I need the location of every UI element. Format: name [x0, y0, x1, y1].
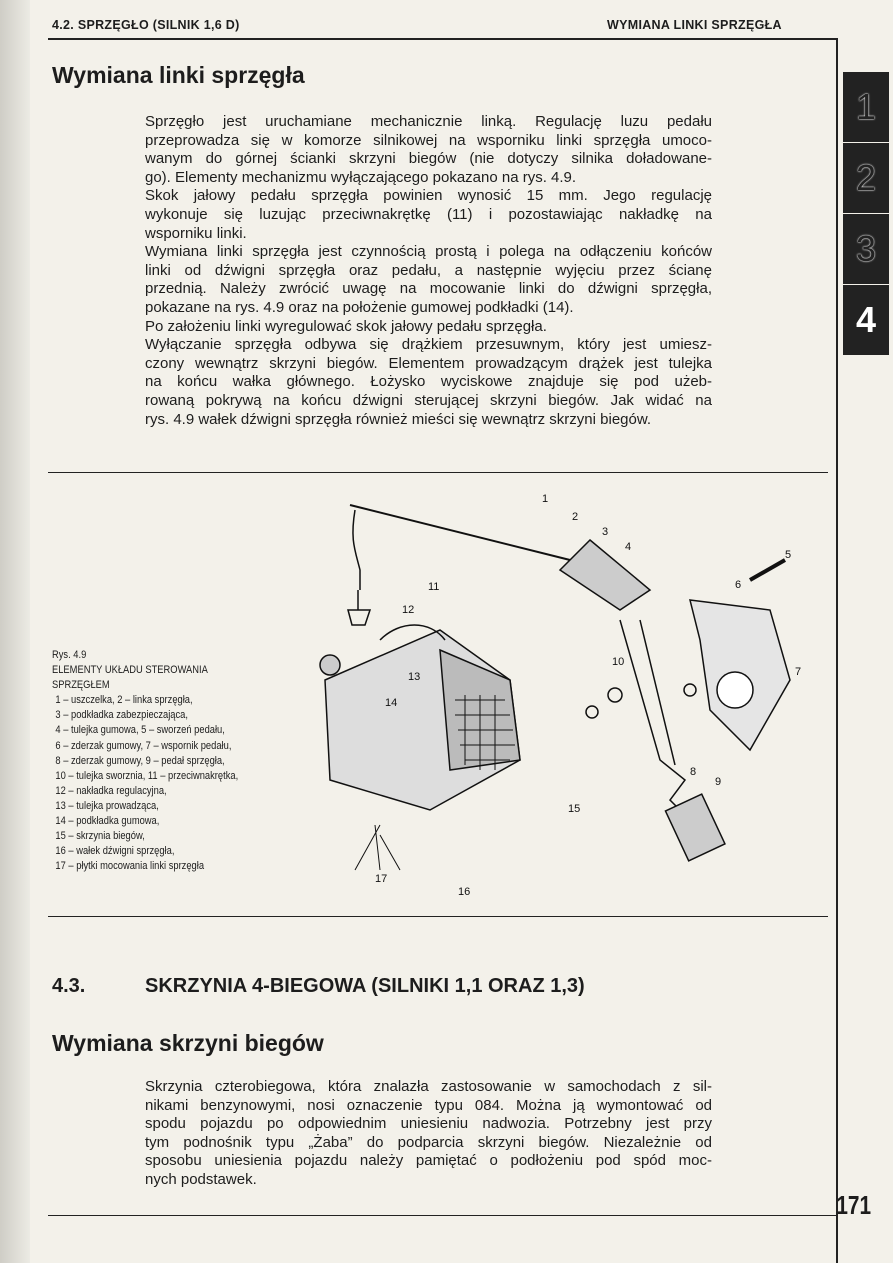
- legend-item: 12 – nakładka regulacyjna,: [55, 784, 167, 797]
- chapter-tab-4-active[interactable]: 4: [843, 285, 889, 355]
- running-header-left: 4.2. SPRZĘGŁO (SILNIK 1,6 D): [52, 18, 240, 32]
- callout-12: 12: [402, 604, 415, 616]
- subsection-body-text: [145, 1078, 712, 1190]
- text-line: wsporniku linki.: [145, 224, 247, 242]
- legend-item: 1 – uszczelka, 2 – linka sprzęgła,: [55, 694, 193, 707]
- legend-item: 10 – tulejka sworznia, 11 – przeciwnakrętka,: [55, 769, 239, 782]
- callout-9: 9: [715, 776, 722, 788]
- callout-8: 8: [690, 766, 697, 778]
- text-line: spodu pojazdu po odpowiednim uniesieniu nadwozia. Potrzebny jest przy: [145, 1115, 712, 1133]
- page-number: 171: [836, 1190, 872, 1220]
- text-line: nikami benzynowymi, nosi oznaczenie typu 084. Można ją wymontować od: [145, 1096, 712, 1114]
- text-line: wanym do górnej ścianki skrzyni biegów (nie dotyczy silnika doładowane-: [145, 150, 712, 168]
- chapter-tab-2[interactable]: 2: [843, 143, 889, 213]
- margin-rule: [836, 38, 838, 1263]
- figure-legend: [52, 693, 238, 874]
- text-line: rowaną pokrywą na końcu dźwigni sterującej skrzyni biegów. Jak widać na: [145, 391, 712, 409]
- callout-7: 7: [795, 666, 802, 678]
- clutch-cable: [353, 510, 360, 590]
- chapter-tabs: [843, 72, 889, 356]
- section-number: 4.3.: [52, 975, 86, 997]
- chapter-tab-1[interactable]: 1: [843, 72, 889, 142]
- callout-13: 13: [408, 671, 421, 683]
- running-header-right: WYMIANA LINKI SPRZĘGŁA: [607, 18, 782, 32]
- legend-item: 15 – skrzynia biegów,: [55, 830, 145, 843]
- figure-caption-title: ELEMENTY UKŁADU STEROWANIA: [52, 664, 208, 677]
- text-line: go). Elementy mechanizmu wyłączającego pokazano na rys. 4.9.: [145, 168, 577, 186]
- callout-15: 15: [568, 803, 581, 815]
- text-line: linki od dźwigni sprzęgła oraz pedału, a następnie wyjęciu przez ścianę: [145, 261, 712, 279]
- callout-5: 5: [785, 549, 792, 561]
- callout-6: 6: [735, 579, 742, 591]
- legend-item: 6 – zderzak gumowy, 7 – wspornik pedału,: [55, 739, 232, 752]
- text-line: nych podstawek.: [145, 1170, 257, 1188]
- callout-2: 2: [572, 511, 579, 523]
- text-line: pokazane na rys. 4.9 oraz na położenie gumowej podkładki (14).: [145, 298, 574, 316]
- text-line: Wyłączanie sprzęgła odbywa się drążkiem przesuwnym, który jest umiesz-: [145, 336, 712, 354]
- callout-11: 11: [428, 581, 440, 593]
- callout-1: 1: [542, 493, 549, 505]
- callout-4: 4: [625, 541, 632, 553]
- text-line: przednią. Należy zwrócić uwagę na mocowanie linki do dźwigni sprzęgła,: [145, 280, 712, 298]
- legend-item: 3 – podkładka zabezpieczająca,: [55, 709, 188, 722]
- header-rule: [48, 38, 838, 40]
- subsection-title: Wymiana skrzyni biegów: [52, 1030, 324, 1056]
- clutch-diagram: [230, 480, 820, 900]
- figure-caption: [52, 648, 238, 874]
- callout-16: 16: [458, 886, 471, 898]
- text-line: tym podnośnik typu „Żaba” do podparcia skrzyni biegów. Niezależnie od: [145, 1133, 712, 1151]
- legend-item: 13 – tulejka prowadząca,: [55, 799, 159, 812]
- footer-rule: [48, 1215, 838, 1216]
- text-line: przeprowadza się w komorze silnikowej na wsporniku linki sprzęgła umoco-: [145, 131, 712, 149]
- page-binding-shadow: [0, 0, 30, 1263]
- text-line: wykonuje się luzując przeciwnakrętkę (11) i pozostawiając nakładkę na: [145, 205, 712, 223]
- legend-item: 8 – zderzak gumowy, 9 – pedał sprzęgła,: [55, 754, 225, 767]
- callout-10: 10: [612, 656, 625, 668]
- figure-caption-title-2: SPRZĘGŁEM: [52, 679, 110, 692]
- chapter-tab-3[interactable]: 3: [843, 214, 889, 284]
- section-heading: SKRZYNIA 4-BIEGOWA (SILNIKI 1,1 ORAZ 1,3): [145, 975, 585, 997]
- figure-number: Rys. 4.9: [52, 649, 87, 661]
- text-line: czony wewnątrz skrzyni biegów. Elementem prowadzącym drążek jest tulejka: [145, 354, 712, 372]
- text-line: rys. 4.9 wałek dźwigni sprzęgła również mieści się wewnątrz skrzyni biegów.: [145, 410, 652, 428]
- text-line: Sprzęgło jest uruchamiane mechanicznie linką. Regulację luzu pedału: [145, 113, 712, 130]
- legend-item: 14 – podkładka gumowa,: [55, 815, 160, 828]
- text-line: na końcu wałka głównego. Łożysko wyciskowe znajduje się pod użeb-: [145, 373, 712, 391]
- legend-item: 4 – tulejka gumowa, 5 – sworzeń pedału,: [55, 724, 225, 737]
- callout-17: 17: [375, 873, 388, 885]
- legend-item: 16 – wałek dźwigni sprzęgła,: [55, 845, 175, 858]
- legend-item: 17 – płytki mocowania linki sprzęgła: [55, 860, 205, 873]
- section-title: Wymiana linki sprzęgła: [52, 62, 305, 88]
- text-line: Skrzynia czterobiegowa, która znalazła zastosowanie w samochodach z sil-: [145, 1078, 712, 1095]
- figure-bottom-rule: [48, 916, 828, 917]
- figure-top-rule: [48, 472, 828, 473]
- text-line: Wymiana linki sprzęgła jest czynnością prostą i polega na odłączeniu końców: [145, 243, 712, 261]
- section-body-text: [145, 113, 712, 429]
- callout-14: 14: [385, 697, 398, 709]
- text-line: Po założeniu linki wyregulować skok jałowy pedału sprzęgła.: [145, 317, 547, 335]
- callout-3: 3: [602, 526, 609, 538]
- text-line: sposobu uniesienia pojazdu należy pamiętać o podłożeniu pod spód moc-: [145, 1152, 712, 1170]
- text-line: Skok jałowy pedału sprzęgła powinien wynosić 15 mm. Jego regulację: [145, 187, 712, 205]
